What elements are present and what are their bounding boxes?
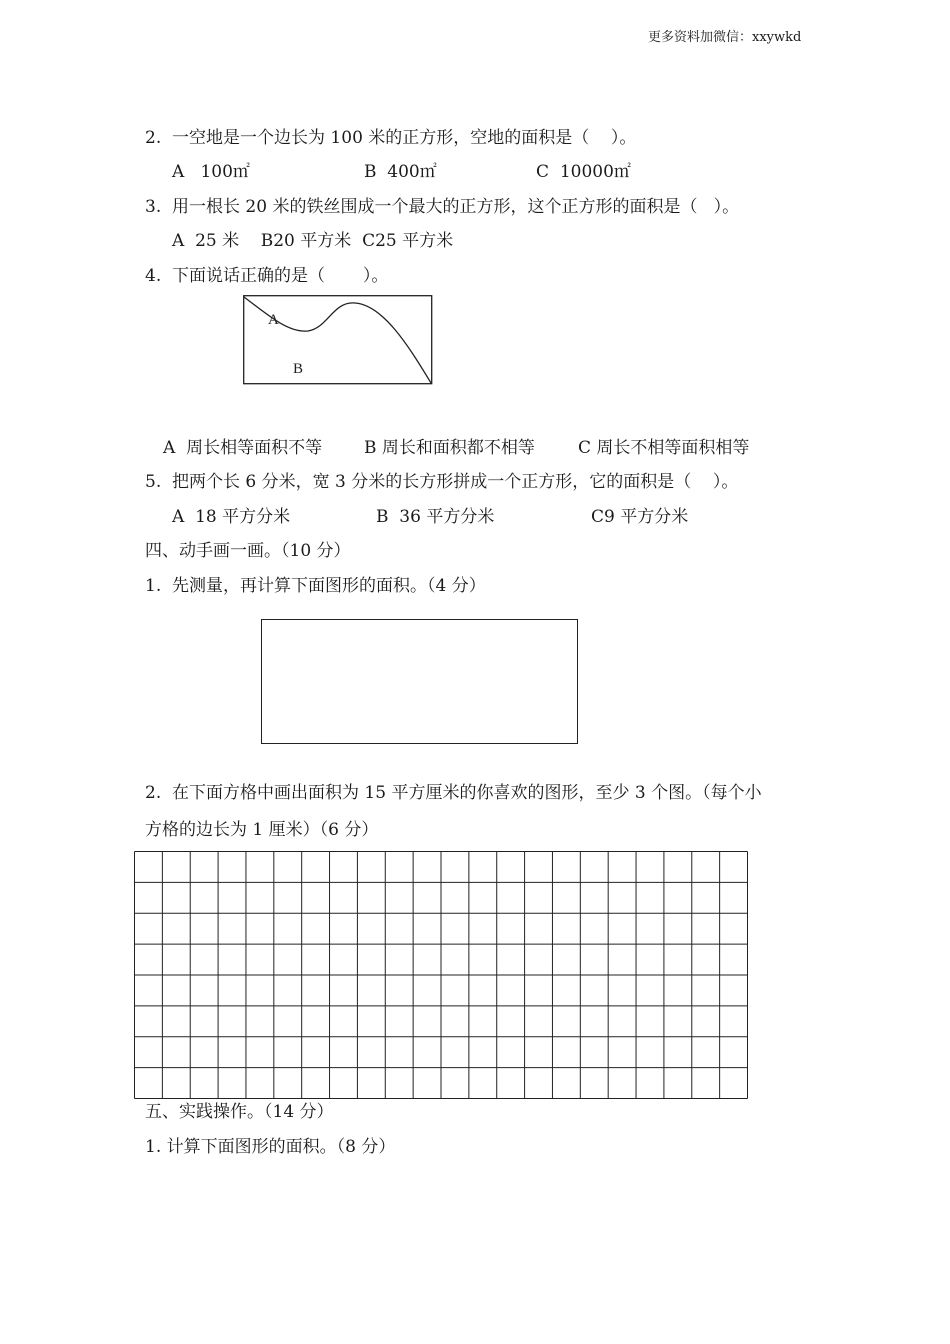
section-4-question-2-line-2: 方格的边长为 1 厘米）（6 分） bbox=[145, 820, 379, 840]
question-4-option-c: C 周长不相等面积相等 bbox=[578, 438, 750, 458]
figure-label-a: A bbox=[268, 312, 279, 328]
figure-curve bbox=[244, 297, 431, 383]
section-5-question-1: 1. 计算下面图形的面积。（8 分） bbox=[145, 1137, 396, 1157]
question-4-figure bbox=[243, 295, 433, 385]
wechat-note: 更多资料加微信：xxywkd bbox=[648, 30, 802, 45]
section-4-question-2-line-1: 2. 在下面方格中画出面积为 15 平方厘米的你喜欢的图形，至少 3 个图。（每个小 bbox=[145, 783, 762, 803]
question-5-option-b: B 36 平方分米 bbox=[376, 507, 495, 527]
figure-label-b: B bbox=[293, 361, 304, 377]
question-4-option-a: A 周长相等面积不等 bbox=[163, 438, 323, 458]
question-4-option-b: B 周长和面积都不相等 bbox=[364, 438, 535, 458]
question-5-option-a: A 18 平方分米 bbox=[172, 507, 291, 527]
question-5-option-c: C9 平方分米 bbox=[591, 507, 689, 527]
section-4-question-1: 1. 先测量，再计算下面图形的面积。（4 分） bbox=[145, 576, 486, 596]
question-3-text: 3. 用一根长 20 米的铁丝围成一个最大的正方形，这个正方形的面积是（ ）。 bbox=[145, 197, 740, 217]
question-2-option-a: A 100㎡ bbox=[172, 162, 250, 182]
measure-rectangle bbox=[261, 619, 578, 744]
question-5-text: 5. 把两个长 6 分米，宽 3 分米的长方形拼成一个正方形，它的面积是（ ）。 bbox=[145, 472, 739, 492]
question-2-option-b: B 400㎡ bbox=[364, 162, 437, 182]
section-4-title: 四、动手画一画。（10 分） bbox=[145, 541, 351, 561]
section-5-title: 五、实践操作。（14 分） bbox=[145, 1102, 334, 1122]
question-3-options: A 25 米 B20 平方米 C25 平方米 bbox=[172, 231, 454, 251]
drawing-grid[interactable] bbox=[134, 851, 748, 1099]
question-2-option-c: C 10000㎡ bbox=[536, 162, 631, 182]
question-2-text: 2. 一空地是一个边长为 100 米的正方形，空地的面积是（ ）。 bbox=[145, 128, 637, 148]
question-4-text: 4. 下面说话正确的是（ ）。 bbox=[145, 266, 389, 286]
